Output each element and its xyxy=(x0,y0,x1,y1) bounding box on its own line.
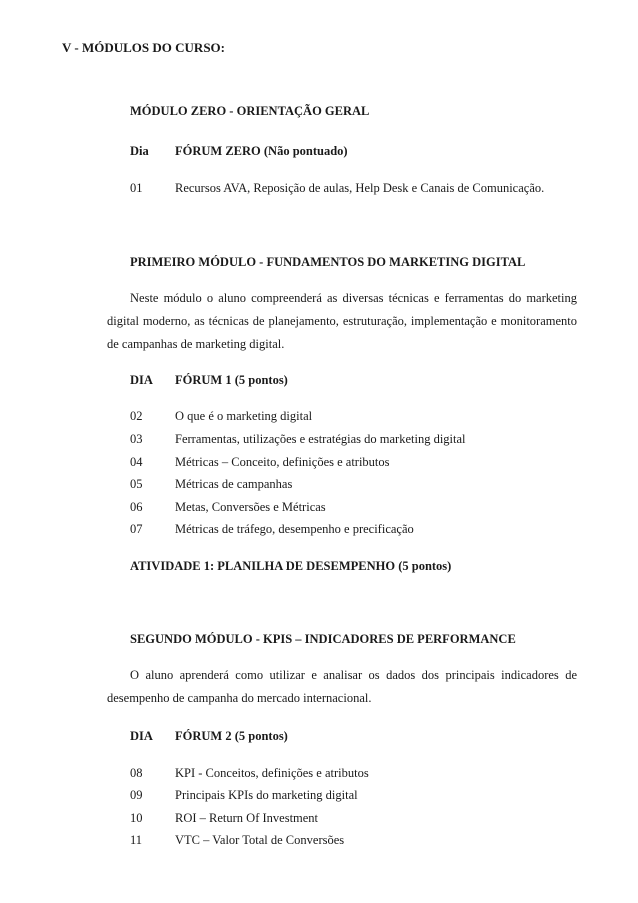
table-row-day: 07 xyxy=(130,522,143,536)
table-row-topic: Ferramentas, utilizações e estratégias do marketing digital xyxy=(175,432,466,446)
module-one-forum-header: FÓRUM 1 (5 pontos) xyxy=(175,373,288,387)
table-row-day: 04 xyxy=(130,455,143,469)
module-two-description: O aluno aprenderá como utilizar e analisar os dados dos principais indicadores de desempenho de campanha do mercado internacional. xyxy=(107,668,577,705)
module-two-forum-header: FÓRUM 2 (5 pontos) xyxy=(175,729,288,743)
module-two-title: SEGUNDO MÓDULO - KPIS – INDICADORES DE PERFORMANCE xyxy=(130,632,516,646)
module-zero-day-header: Dia xyxy=(130,144,149,158)
section-title: V - MÓDULOS DO CURSO: xyxy=(62,40,225,55)
table-row-day: 05 xyxy=(130,477,143,491)
module-one-activity: ATIVIDADE 1: PLANILHA DE DESEMPENHO (5 pontos) xyxy=(130,559,452,573)
table-row-day: 10 xyxy=(130,811,143,825)
table-row-day: 02 xyxy=(130,409,143,423)
table-row-day: 08 xyxy=(130,766,143,780)
table-row-day: 11 xyxy=(130,833,143,847)
table-row-topic: KPI - Conceitos, definições e atributos xyxy=(175,766,369,780)
module-one-day-header: DIA xyxy=(130,373,153,387)
table-row-topic: Principais KPIs do marketing digital xyxy=(175,788,358,802)
module-one-description: Neste módulo o aluno compreenderá as diversas técnicas e ferramentas do marketing digital moderno, as técnicas de planejamento, estruturação, implementação e monitoramento de campanhas de marketing digital. xyxy=(107,291,577,351)
table-row-topic: O que é o marketing digital xyxy=(175,409,313,423)
table-row-day: 06 xyxy=(130,500,143,514)
table-row-topic: ROI – Return Of Investment xyxy=(175,811,319,825)
table-row-day: 01 xyxy=(130,181,143,195)
table-row-topic: Recursos AVA, Reposição de aulas, Help Desk e Canais de Comunicação. xyxy=(175,181,545,195)
module-one-title: PRIMEIRO MÓDULO - FUNDAMENTOS DO MARKETING DIGITAL xyxy=(130,255,526,269)
table-row-topic: Métricas de campanhas xyxy=(175,477,293,491)
module-two-day-header: DIA xyxy=(130,729,153,743)
table-row-topic: Métricas de tráfego, desempenho e precificação xyxy=(175,522,414,536)
table-row-day: 03 xyxy=(130,432,143,446)
table-row-day: 09 xyxy=(130,788,143,802)
module-zero-forum-header: FÓRUM ZERO (Não pontuado) xyxy=(175,144,348,158)
module-zero-title: MÓDULO ZERO - ORIENTAÇÃO GERAL xyxy=(130,104,370,118)
table-row-topic: Metas, Conversões e Métricas xyxy=(175,500,326,514)
table-row-topic: VTC – Valor Total de Conversões xyxy=(175,833,345,847)
table-row-topic: Métricas – Conceito, definições e atributos xyxy=(175,455,390,469)
